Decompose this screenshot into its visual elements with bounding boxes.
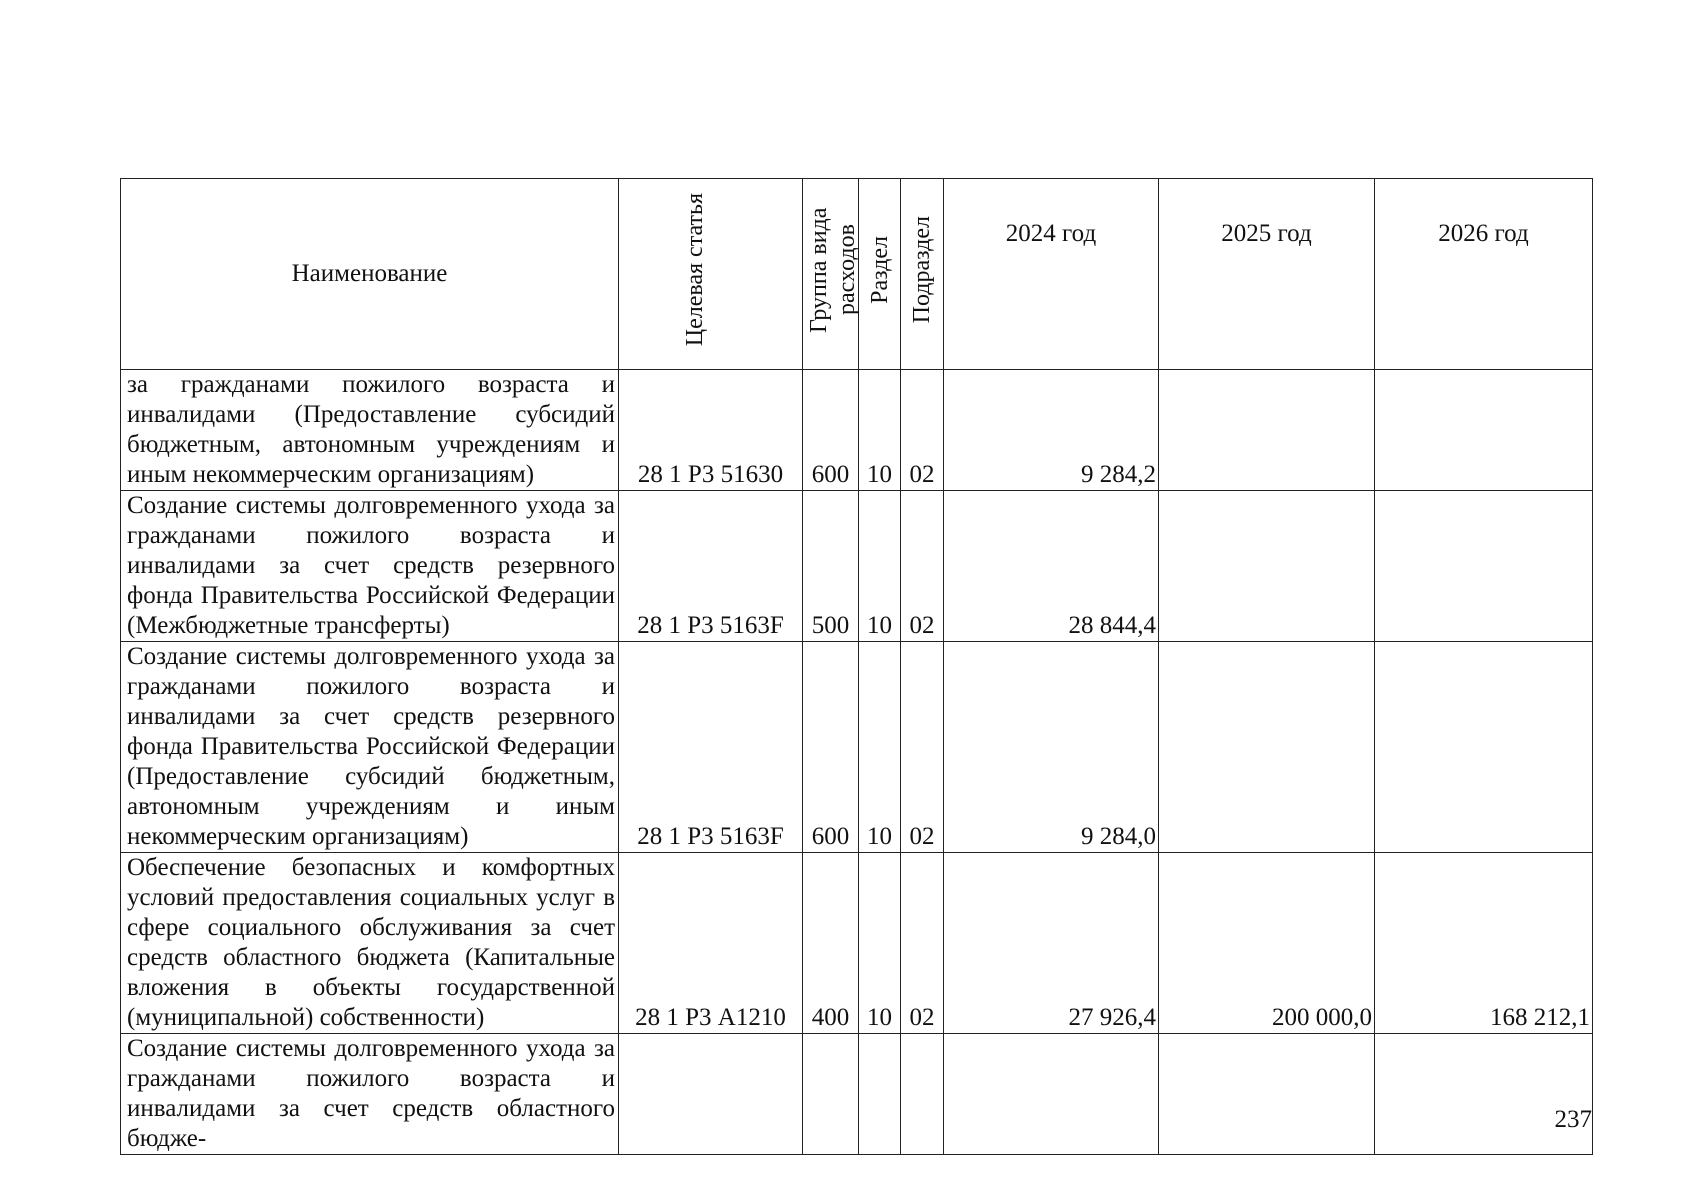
row-amount-2026: [1375, 370, 1593, 491]
header-section: Раздел: [859, 179, 901, 370]
row-name: за гражданами пожилого возраста и инвалидами (Предоставление субсидий бюджетным, автономным учреждениям и иным некоммерческим организациям): [121, 370, 619, 491]
row-target-article: 28 1 Р3 А1210: [619, 853, 803, 1034]
header-2026: 2026 год: [1375, 179, 1593, 370]
row-amount-2026: [1375, 491, 1593, 642]
row-section: 10: [859, 642, 901, 853]
row-amount-2024: [944, 1034, 1159, 1155]
table-row: [121, 1034, 1593, 1155]
row-amount-2024: 9 284,2: [944, 370, 1159, 491]
row-subsection: 02: [901, 642, 944, 853]
row-section: 10: [859, 853, 901, 1034]
table-row: [121, 370, 1593, 491]
row-amount-2024: 27 926,4: [944, 853, 1159, 1034]
row-amount-2024: 28 844,4: [944, 491, 1159, 642]
row-amount-2024: 9 284,0: [944, 642, 1159, 853]
row-expense-group: 400: [803, 853, 859, 1034]
row-name: Создание системы долговременного ухода за гражданами пожилого возраста и инвалидами за счет средств резервного фонда Правительства Российской Федерации (Межбюджетные трансферты): [121, 491, 619, 642]
header-2025: 2025 год: [1159, 179, 1375, 370]
row-section: 10: [859, 370, 901, 491]
header-target-article: Целевая статья: [619, 179, 803, 370]
header-subsection: Подраздел: [901, 179, 944, 370]
row-amount-2026: 168 212,1: [1375, 853, 1593, 1034]
row-name: Создание системы долговременного ухода за гражданами пожилого возраста и инвалидами за счет средств резервного фонда Правительства Российской Федерации (Предоставление субсидий бюджетным, автономным учреждениям и иным некоммерческим организациям): [121, 642, 619, 853]
row-name: Создание системы долговременного ухода за гражданами пожилого возраста и инвалидами за счет средств областного бюдже-: [121, 1034, 619, 1155]
row-target-article: 28 1 Р3 5163F: [619, 491, 803, 642]
row-target-article: 28 1 Р3 51630: [619, 370, 803, 491]
row-amount-2025: [1159, 491, 1375, 642]
row-amount-2025: [1159, 370, 1375, 491]
page-number: 237: [1554, 1106, 1592, 1133]
row-expense-group: 500: [803, 491, 859, 642]
table-header-row: [121, 179, 1593, 370]
table-row: [121, 853, 1593, 1034]
row-expense-group: 600: [803, 370, 859, 491]
row-amount-2025: 200 000,0: [1159, 853, 1375, 1034]
row-subsection: 02: [901, 370, 944, 491]
row-name: Обеспечение безопасных и комфортных условий предоставления социальных услуг в сфере социального обслуживания за счет средств областного бюджета (Капитальные вложения в объекты государственной (муниципальной) собственности): [121, 853, 619, 1034]
table-row: [121, 491, 1593, 642]
budget-table-container: [120, 178, 1592, 1155]
row-section: 10: [859, 491, 901, 642]
header-expense-group: Группа вида расходов: [803, 179, 859, 370]
row-amount-2026: [1375, 642, 1593, 853]
row-subsection: [901, 1034, 944, 1155]
row-subsection: 02: [901, 491, 944, 642]
row-target-article: 28 1 Р3 5163F: [619, 642, 803, 853]
header-name: Наименование: [121, 179, 619, 370]
row-expense-group: 600: [803, 642, 859, 853]
budget-table: [120, 178, 1593, 1155]
row-section: [859, 1034, 901, 1155]
row-amount-2025: [1159, 642, 1375, 853]
row-amount-2026: [1375, 1034, 1593, 1155]
row-expense-group: [803, 1034, 859, 1155]
row-subsection: 02: [901, 853, 944, 1034]
table-row: [121, 642, 1593, 853]
row-target-article: [619, 1034, 803, 1155]
header-2024: 2024 год: [944, 179, 1159, 370]
row-amount-2025: [1159, 1034, 1375, 1155]
